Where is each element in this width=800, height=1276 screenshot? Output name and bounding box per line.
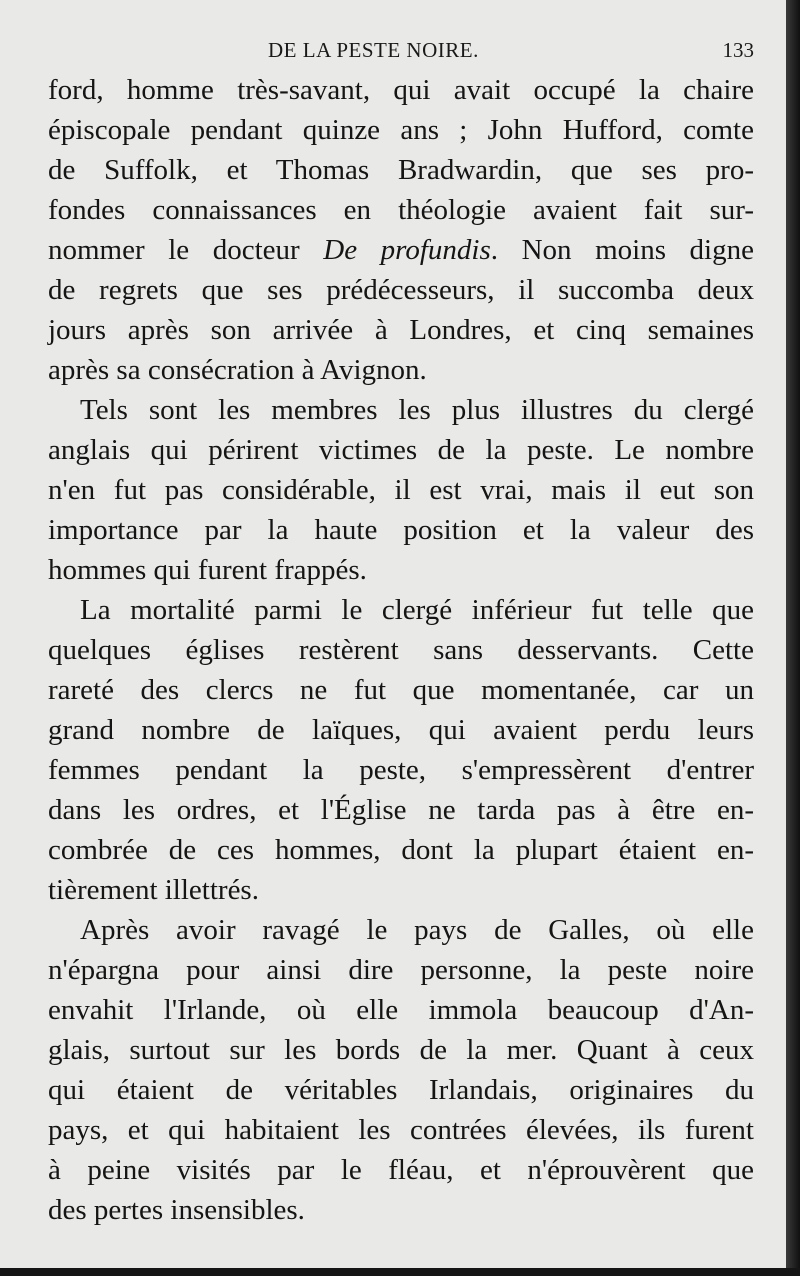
page-number: 133	[722, 38, 754, 62]
text-segment: n'en fut pas considérable, il est vrai, mais il eut son	[48, 474, 754, 506]
text-line	[48, 1150, 754, 1190]
text-segment: hommes qui furent frappés.	[48, 554, 367, 586]
text-segment: importance par la haute position et la valeur des	[48, 514, 754, 546]
text-line	[48, 830, 754, 870]
text-segment: à peine visités par le fléau, et n'éprouvèrent que	[48, 1154, 754, 1186]
text-segment: après sa consécration à Avignon.	[48, 354, 427, 386]
text-segment: rareté des clercs ne fut que momentanée, car un	[48, 674, 754, 706]
text-segment: fondes connaissances en théologie avaient fait sur-	[48, 194, 754, 226]
text-segment: La mortalité parmi le clergé inférieur fut telle que	[80, 594, 754, 626]
paragraph	[48, 390, 754, 590]
running-head	[48, 38, 754, 68]
text-line	[48, 110, 754, 150]
text-segment: glais, surtout sur les bords de la mer. Quant à ceux	[48, 1034, 754, 1066]
text-line	[48, 230, 754, 270]
text-segment: des pertes insensibles.	[48, 1194, 305, 1226]
text-segment: . Non moins digne	[490, 234, 754, 266]
text-line	[48, 190, 754, 230]
paragraph	[48, 910, 754, 1230]
text-segment: jours après son arrivée à Londres, et cinq semaines	[48, 314, 754, 346]
text-line	[48, 310, 754, 350]
text-segment: dans les ordres, et l'Église ne tarda pas à être en-	[48, 794, 754, 826]
text-line	[48, 70, 754, 110]
text-line	[48, 990, 754, 1030]
page-bottom-edge	[0, 1268, 800, 1276]
text-line	[48, 670, 754, 710]
text-segment: Après avoir ravagé le pays de Galles, où elle	[80, 914, 754, 946]
text-segment: combrée de ces hommes, dont la plupart étaient en-	[48, 834, 754, 866]
text-segment: épiscopale pendant quinze ans ; John Hufford, comte	[48, 114, 754, 146]
text-line	[48, 1190, 754, 1230]
text-line	[48, 390, 754, 430]
text-line	[48, 590, 754, 630]
running-title: DE LA PESTE NOIRE.	[268, 38, 479, 62]
paragraph	[48, 590, 754, 910]
text-line	[48, 350, 754, 390]
text-line	[48, 270, 754, 310]
text-segment: grand nombre de laïques, qui avaient perdu leurs	[48, 714, 754, 746]
text-line	[48, 950, 754, 990]
body-text	[48, 70, 754, 1230]
text-segment: nommer le docteur	[48, 234, 324, 266]
text-segment: anglais qui périrent victimes de la peste. Le nombre	[48, 434, 754, 466]
text-segment: qui étaient de véritables Irlandais, originaires du	[48, 1074, 754, 1106]
text-line	[48, 750, 754, 790]
text-line	[48, 790, 754, 830]
text-line	[48, 510, 754, 550]
text-segment: pays, et qui habitaient les contrées élevées, ils furent	[48, 1114, 754, 1146]
text-line	[48, 710, 754, 750]
text-line	[48, 1110, 754, 1150]
text-line	[48, 630, 754, 670]
book-gutter-shadow	[786, 0, 800, 1276]
text-segment: de Suffolk, et Thomas Bradwardin, que ses pro-	[48, 154, 754, 186]
text-segment: femmes pendant la peste, s'empressèrent d'entrer	[48, 754, 754, 786]
text-line	[48, 910, 754, 950]
text-segment: de regrets que ses prédécesseurs, il succomba deux	[48, 274, 754, 306]
text-line	[48, 1070, 754, 1110]
text-line	[48, 430, 754, 470]
text-segment: ford, homme très-savant, qui avait occupé la chaire	[48, 74, 754, 106]
text-segment: quelques églises restèrent sans desservants. Cette	[48, 634, 754, 666]
text-line	[48, 550, 754, 590]
paragraph	[48, 70, 754, 390]
text-line	[48, 1030, 754, 1070]
text-line	[48, 870, 754, 910]
text-segment: tièrement illettrés.	[48, 874, 259, 906]
text-line	[48, 470, 754, 510]
text-line	[48, 150, 754, 190]
italic-title: De profundis	[323, 234, 491, 266]
text-segment: n'épargna pour ainsi dire personne, la peste noire	[48, 954, 754, 986]
text-segment: envahit l'Irlande, où elle immola beaucoup d'An-	[48, 994, 754, 1026]
text-segment: Tels sont les membres les plus illustres du clergé	[80, 394, 754, 426]
